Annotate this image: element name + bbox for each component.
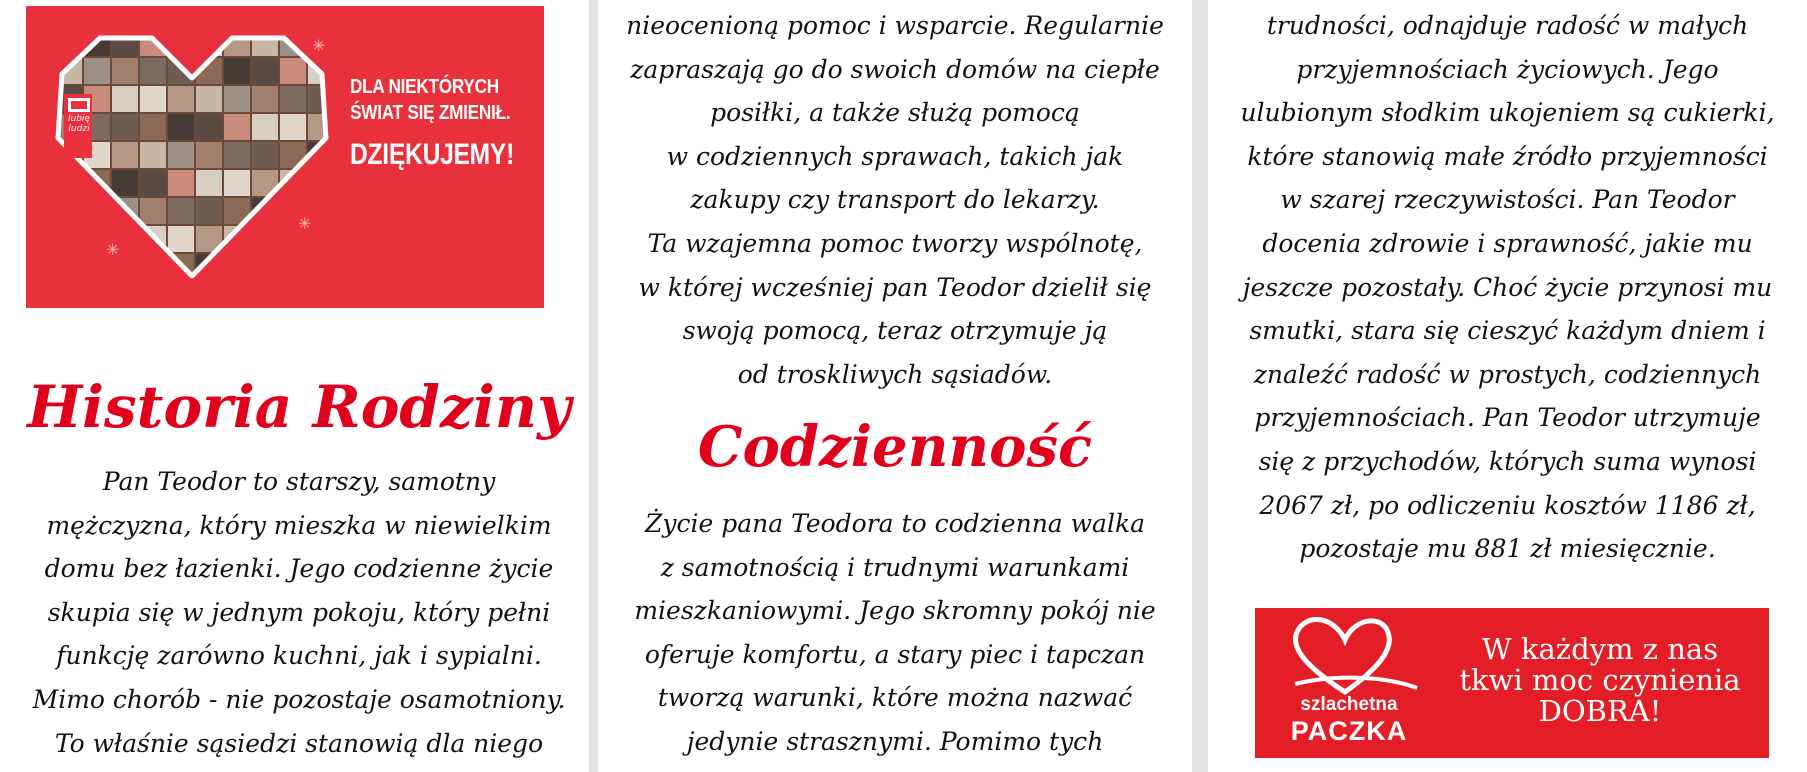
text-line: w szarej rzeczywistości. Pan Teodor	[1280, 185, 1735, 215]
collage-photo	[140, 114, 166, 140]
collage-photo	[308, 254, 332, 280]
text-line: ulubionym słodkim ukojeniem są cukierki,	[1240, 98, 1775, 128]
banner-line-2: ŚWIAT SIĘ ZMIENIŁ.	[350, 102, 511, 124]
collage-photo	[168, 170, 194, 196]
collage-photo	[84, 58, 110, 84]
collage-photo	[224, 142, 250, 168]
text-line: które stanowią małe źródło przyjemności	[1247, 141, 1768, 171]
photo-collage-heart	[52, 26, 332, 286]
collage-photo	[252, 254, 278, 280]
codziennosc-title: Codzienność	[697, 414, 1093, 480]
text-line: mieszkaniowymi. Jego skromny pokój nie	[634, 596, 1156, 626]
collage-photo	[168, 226, 194, 252]
history-text	[0, 460, 598, 765]
collage-photo	[112, 30, 138, 56]
brand-line-1: szlachetna	[1300, 694, 1398, 715]
text-line: się z przychodów, których suma wynosi	[1258, 446, 1757, 476]
collage-photo	[140, 198, 166, 224]
text-line: zapraszają go do swoich domów na ciepłe	[630, 54, 1160, 84]
collage-photo	[280, 114, 306, 140]
collage-photo	[196, 142, 222, 168]
text-line: swoją pomocą, teraz otrzymuje ją	[682, 316, 1108, 346]
collage-photo	[168, 198, 194, 224]
logo-heart-icon	[66, 96, 94, 114]
collage-photo	[84, 198, 110, 224]
szlachetna-paczka-banner	[1255, 608, 1769, 758]
logo-text: lubię ludzi	[68, 114, 90, 134]
thank-you-banner	[26, 6, 544, 308]
collage-photo	[252, 226, 278, 252]
collage-photo	[280, 86, 306, 112]
collage-photo	[56, 170, 82, 196]
collage-photo	[224, 58, 250, 84]
collage-photo	[56, 254, 82, 280]
sparkle-icon: ✳	[298, 214, 312, 233]
collage-photo	[112, 142, 138, 168]
text-line: w której wcześniej pan Teodor dzielił się	[638, 272, 1152, 302]
paczka-heart-icon	[1275, 614, 1425, 700]
collage-photo	[308, 170, 332, 196]
text-line: przyjemnościach życiowych. Jego	[1296, 54, 1719, 84]
banner-thanks: DZIĘKUJEMY!	[350, 138, 515, 171]
collage-photo	[224, 254, 250, 280]
text-line: docenia zdrowie i sprawność, jakie mu	[1262, 228, 1753, 258]
collage-photo	[308, 86, 332, 112]
text-line: jeszcze pozostały. Choć życie przynosi mu	[1242, 272, 1773, 302]
collage-photo	[140, 254, 166, 280]
collage-photo	[168, 86, 194, 112]
collage-photo	[308, 114, 332, 140]
sparkle-icon: ✳	[106, 240, 120, 259]
collage-photo	[252, 86, 278, 112]
brand-line-2: PACZKA	[1290, 716, 1408, 746]
slogan-line: W każdym z nas	[1481, 632, 1719, 666]
collage-photo	[308, 226, 332, 252]
text-line: funkcję zarówno kuchni, jak i sypialni.	[56, 641, 542, 671]
collage-photo	[140, 58, 166, 84]
page-column-2	[598, 0, 1192, 772]
collage-photo	[196, 170, 222, 196]
collage-photo	[140, 30, 166, 56]
page-column-3	[1208, 0, 1807, 772]
collage-photo	[252, 114, 278, 140]
collage-photo	[308, 198, 332, 224]
collage-photo	[196, 198, 222, 224]
text-line: domu bez łazienki. Jego codzienne życie	[44, 554, 554, 584]
text-line: Życie pana Teodora to codzienna walka	[645, 509, 1145, 538]
text-line: Mimo chorób - nie pozostaje osamotniony.	[32, 684, 566, 714]
column3-text	[1208, 4, 1807, 571]
collage-photo	[56, 226, 82, 252]
collage-photo	[140, 142, 166, 168]
text-line: trudności, odnajduje radość w małych	[1266, 11, 1749, 40]
page-column-1	[0, 0, 589, 772]
banner-line-1: DLA NIEKTÓRYCH	[350, 76, 499, 98]
text-line: smutki, stara się cieszyć każdym dniem i	[1249, 316, 1766, 346]
text-line: z samotnością i trudnymi warunkami	[660, 552, 1130, 582]
collage-photo	[168, 142, 194, 168]
text-line: skupia się w jednym pokoju, który pełni	[47, 597, 551, 627]
text-line: jedynie strasznymi. Pomimo tych	[686, 726, 1104, 756]
collage-photo	[112, 58, 138, 84]
collage-photo	[252, 142, 278, 168]
text-line: To właśnie sąsiedzi stanowią dla niego	[54, 728, 544, 758]
text-line: od troskliwych sąsiadów.	[737, 359, 1053, 389]
collage-photo	[280, 58, 306, 84]
text-line: znaleźć radość w prostych, codziennych	[1253, 359, 1762, 389]
collage-photo	[56, 30, 82, 56]
collage-photo	[280, 254, 306, 280]
collage-photo	[252, 58, 278, 84]
history-title: Historia Rodziny	[27, 373, 571, 441]
collage-photo	[140, 86, 166, 112]
collage-photo	[196, 114, 222, 140]
text-line: tworzą warunki, które można nazwać	[657, 683, 1133, 713]
column2-bottom-text	[598, 502, 1192, 764]
sparkle-icon: ✳	[312, 36, 326, 55]
collage-photo	[252, 30, 278, 56]
text-line: zakupy czy transport do lekarzy.	[690, 185, 1100, 215]
text-line: 2067 zł, po odliczeniu kosztów 1186 zł,	[1259, 490, 1756, 520]
slogan-line: tkwi moc czynienia	[1459, 663, 1741, 697]
collage-photo	[224, 114, 250, 140]
collage-photo	[168, 58, 194, 84]
column2-top-text	[598, 4, 1192, 396]
text-line: w codziennych sprawach, takich jak	[666, 141, 1124, 171]
text-line: nieocenioną pomoc i wsparcie. Regularnie	[626, 11, 1164, 40]
text-line: mężczyzna, który mieszka w niewielkim	[46, 510, 552, 540]
collage-photo	[140, 170, 166, 196]
slogan	[1451, 634, 1749, 727]
collage-photo	[112, 86, 138, 112]
collage-photo	[168, 30, 194, 56]
collage-photo	[112, 170, 138, 196]
text-line: pozostaje mu 881 zł miesięcznie.	[1299, 534, 1716, 564]
collage-photo	[112, 114, 138, 140]
collage-photo	[224, 170, 250, 196]
slogan-line: DOBRA!	[1538, 694, 1662, 728]
text-line: przyjemnościach. Pan Teodor utrzymuje	[1254, 403, 1761, 433]
collage-photo	[112, 198, 138, 224]
collage-photo	[56, 198, 82, 224]
collage-photo	[196, 86, 222, 112]
text-line: posiłki, a także służą pomocą	[710, 98, 1080, 128]
text-line: oferuje komfortu, a stary piec i tapczan	[644, 639, 1146, 669]
text-line: Pan Teodor to starszy, samotny	[102, 467, 496, 496]
collage-photo	[224, 86, 250, 112]
collage-photo	[168, 114, 194, 140]
collage-photo	[84, 170, 110, 196]
text-line: Ta wzajemna pomoc tworzy wspólnotę,	[647, 228, 1143, 258]
